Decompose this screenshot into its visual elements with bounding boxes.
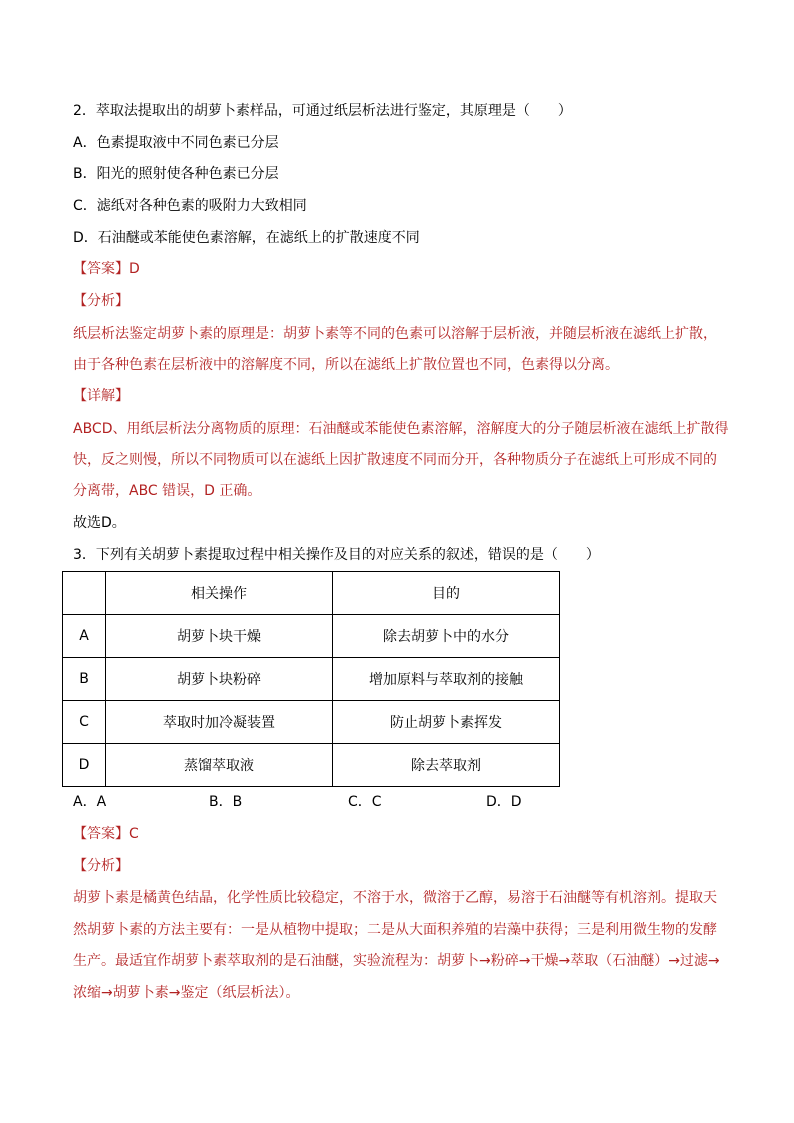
q3-option-a: A．A bbox=[73, 794, 107, 810]
table-header-cell: 相关操作 bbox=[106, 572, 333, 615]
table-cell: B bbox=[63, 658, 106, 701]
q3-option-c: C．C bbox=[348, 794, 382, 810]
q3-option-b: B．B bbox=[209, 794, 243, 810]
q2-analysis-line-2: 由于各种色素在层析液中的溶解度不同，所以在滤纸上扩散位置也不同，色素得以分离。 bbox=[73, 357, 619, 373]
q2-option-b: B．阳光的照射使各种色素已分层 bbox=[73, 166, 279, 182]
q3-analysis-line-1: 胡萝卜素是橘黄色结晶，化学性质比较稳定，不溶于水，微溶于乙醇，易溶于石油醚等有机溶剂。提取天 bbox=[73, 890, 717, 906]
table-header-cell bbox=[63, 572, 106, 615]
q3-analysis-line-4: 浓缩→胡萝卜素→鉴定（纸层析法）。 bbox=[73, 985, 300, 1001]
q2-conclusion: 故选D。 bbox=[73, 515, 126, 531]
table-row bbox=[63, 701, 560, 744]
q3-table bbox=[62, 571, 560, 787]
table-cell: 防止胡萝卜素挥发 bbox=[333, 701, 560, 744]
table-cell: D bbox=[63, 744, 106, 787]
q3-answer-line bbox=[73, 824, 139, 844]
q2-analysis-line-1: 纸层析法鉴定胡萝卜素的原理是：胡萝卜素等不同的色素可以溶解于层析液，并随层析液在滤纸上扩散， bbox=[73, 326, 717, 342]
table-cell: 胡萝卜块粉碎 bbox=[106, 658, 333, 701]
q2-option-d: D．石油醚或苯能使色素溶解，在滤纸上的扩散速度不同 bbox=[73, 230, 420, 246]
q3-option-d: D．D bbox=[486, 794, 522, 810]
q2-answer-tag: 【答案】 bbox=[73, 261, 129, 277]
table-cell: A bbox=[63, 615, 106, 658]
table-cell: 胡萝卜块干燥 bbox=[106, 615, 333, 658]
q3-answer-tag: 【答案】 bbox=[73, 826, 129, 842]
table-header-cell: 目的 bbox=[333, 572, 560, 615]
table-row bbox=[63, 615, 560, 658]
q3-analysis-line-3: 生产。最适宜作胡萝卜素萃取剂的是石油醚，实验流程为：胡萝卜→粉碎→干燥→萃取（石油醚）→过滤→ bbox=[73, 953, 720, 969]
q2-option-a: A．色素提取液中不同色素已分层 bbox=[73, 135, 279, 151]
q3-analysis-line-2: 然胡萝卜素的方法主要有：一是从植物中提取；二是从大面积养殖的岩藻中获得；三是利用微生物的发酵 bbox=[73, 922, 717, 938]
table-cell: 萃取时加冷凝装置 bbox=[106, 701, 333, 744]
table-cell: C bbox=[63, 701, 106, 744]
q2-detail-line-2: 快，反之则慢，所以不同物质可以在滤纸上因扩散速度不同而分开，各种物质分子在滤纸上可形成不同的 bbox=[73, 452, 717, 468]
q2-detail-tag: 【详解】 bbox=[73, 388, 129, 404]
q2-stem: 2．萃取法提取出的胡萝卜素样品，可通过纸层析法进行鉴定，其原理是（ ） bbox=[73, 103, 572, 119]
table-cell: 除去萃取剂 bbox=[333, 744, 560, 787]
q2-answer-value: D bbox=[129, 261, 140, 277]
table-header-row bbox=[63, 572, 560, 615]
q3-analysis-tag: 【分析】 bbox=[73, 858, 129, 874]
q2-detail-line-3: 分离带，ABC 错误，D 正确。 bbox=[73, 483, 262, 499]
q2-option-c: C．滤纸对各种色素的吸附力大致相同 bbox=[73, 198, 307, 214]
q2-analysis-tag: 【分析】 bbox=[73, 293, 129, 309]
table-cell: 蒸馏萃取液 bbox=[106, 744, 333, 787]
q2-answer-line bbox=[73, 259, 140, 279]
table-cell: 增加原料与萃取剂的接触 bbox=[333, 658, 560, 701]
table-row bbox=[63, 744, 560, 787]
table-row bbox=[63, 658, 560, 701]
q2-detail-line-1: ABCD、用纸层析法分离物质的原理：石油醚或苯能使色素溶解，溶解度大的分子随层析液在滤纸上扩散得 bbox=[73, 421, 729, 437]
q3-answer-value: C bbox=[129, 826, 139, 842]
table-cell: 除去胡萝卜中的水分 bbox=[333, 615, 560, 658]
q3-stem: 3．下列有关胡萝卜素提取过程中相关操作及目的对应关系的叙述，错误的是（ ） bbox=[73, 547, 600, 563]
